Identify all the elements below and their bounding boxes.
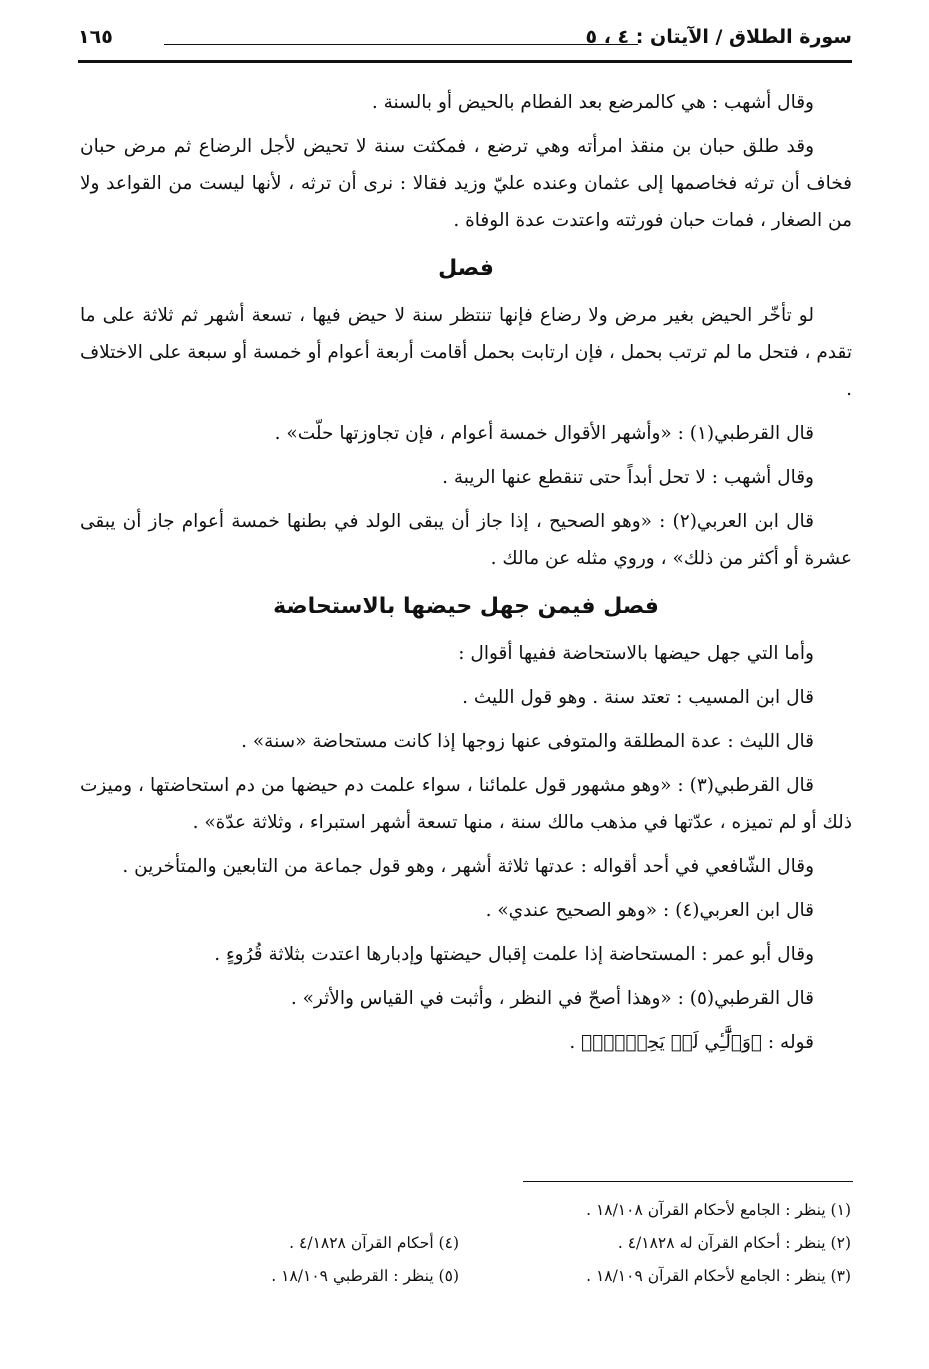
running-header (78, 22, 852, 63)
paragraph: قال ابن المسيب : تعتد سنة . وهو قول الليث . (462, 687, 814, 708)
footnote-separator (523, 1181, 853, 1182)
footnote: (٤) أحكام القرآن ٤/١٨٢٨ . (289, 1234, 459, 1252)
paragraph: وقال أشهب : لا تحل أبداً حتى تنقطع عنها الريبة . (442, 467, 814, 488)
header-title: سورة الطلاق / الآيتان : ٤ ، ٥ (579, 26, 852, 48)
paragraph: لو تأخّر الحيض بغير مرض ولا رضاع فإنها تنتظر سنة لا حيض فيها ، تسعة أشهر ثم ثلاثة على ما تقدم ، فتحل ما لم ترتب بحمل ، فإن ارتابت بحمل أقامت أربعة أعوام أو خمسة أو سبعة على الاختلاف . (80, 305, 852, 400)
section-heading: فصل (438, 256, 494, 281)
footnote: (٣) ينظر : الجامع لأحكام القرآن ١٨/١٠٩ . (586, 1267, 851, 1285)
footnote: (٢) ينظر : أحكام القرآن له ٤/١٨٢٨ . (617, 1234, 851, 1252)
paragraph: قوله : ﴿وَٱلَّٰٓـِٔي لَمۡ يَحِضۡنَۚ﴾ . (569, 1032, 814, 1053)
header-rule (164, 44, 638, 45)
paragraph: وأما التي جهل حيضها بالاستحاضة ففيها أقوال : (458, 643, 814, 664)
paragraph: قال القرطبي(١) : «وأشهر الأقوال خمسة أعوام ، فإن تجاوزتها حلّت» . (274, 423, 814, 444)
paragraph: وقد طلق حبان بن منقذ امرأته وهي ترضع ، فمكثت سنة لا تحيض لأجل الرضاع ثم مرض حبان فخاف أن ترثه فخاصمها إلى عثمان وعنده عليّ وزيد فقالا : نرى أن ترثه ، لأنها ليست من القواعد ولا من الصغار ، فمات حبان فورثته واعتدت عدة الوفاة . (80, 136, 852, 231)
paragraph: وقال أشهب : هي كالمرضع بعد الفطام بالحيض أو بالسنة . (371, 92, 814, 113)
paragraph: قال القرطبي(٣) : «وهو مشهور قول علمائنا ، سواء علمت دم حيضها من دم استحاضتها ، وميزت ذلك أو لم تميزه ، عدّتها في مذهب مالك سنة ، منها تسعة أشهر استبراء ، وثلاثة عدّة» . (80, 775, 852, 833)
page-number: ١٦٥ (78, 26, 119, 48)
paragraph: قال القرطبي(٥) : «وهذا أصحّ في النظر ، وأثبت في القياس والأثر» . (290, 988, 814, 1009)
main-text (80, 84, 852, 1184)
paragraph: قال ابن العربي(٤) : «وهو الصحيح عندي» . (485, 900, 814, 921)
footnote: (٥) ينظر : القرطبي ١٨/١٠٩ . (271, 1267, 459, 1285)
footnotes-left-column (219, 1227, 459, 1293)
paragraph: وقال الشّافعي في أحد أقواله : عدتها ثلاثة أشهر ، وهو قول جماعة من التابعين والمتأخرين . (122, 856, 814, 877)
footnotes-right-column (511, 1194, 851, 1293)
paragraph: وقال أبو عمر : المستحاضة إذا علمت إقبال حيضتها وإدبارها اعتدت بثلاثة قُرُوءٍ . (214, 944, 814, 965)
paragraph: قال ابن العربي(٢) : «وهو الصحيح ، إذا جاز أن يبقى الولد في بطنها خمسة أعوام جاز أن يبقى عشرة أو أكثر من ذلك» ، وروي مثله عن مالك . (80, 511, 852, 569)
paragraph: قال الليث : عدة المطلقة والمتوفى عنها زوجها إذا كانت مستحاضة «سنة» . (241, 731, 814, 752)
section-heading: فصل فيمن جهل حيضها بالاستحاضة (273, 594, 659, 619)
footnote: (١) ينظر : الجامع لأحكام القرآن ١٨/١٠٨ . (586, 1201, 851, 1219)
